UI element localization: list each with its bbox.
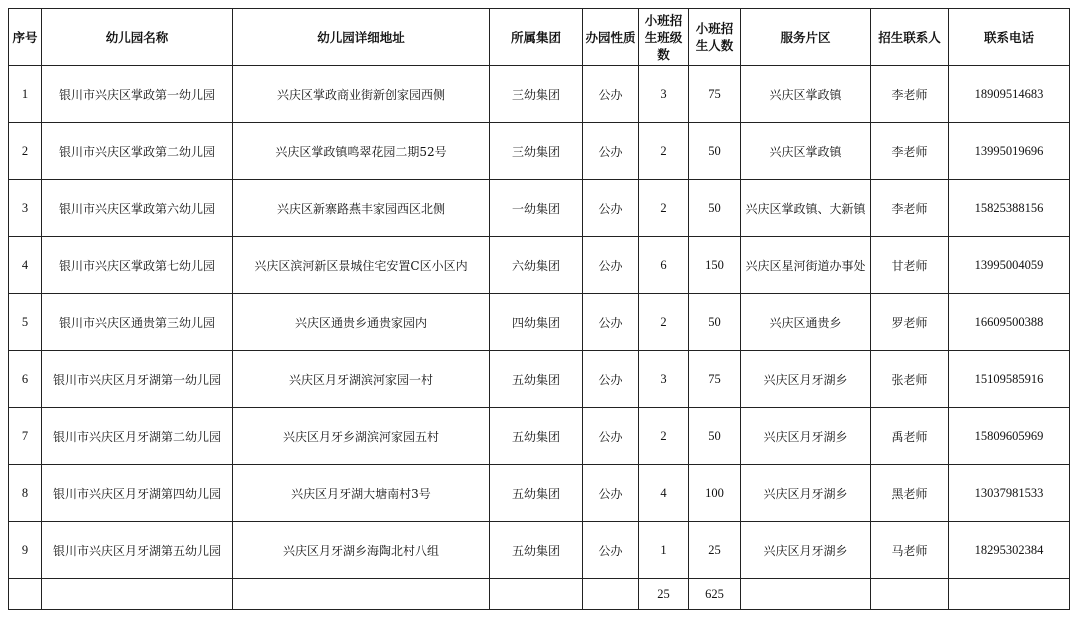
group-cell: 三幼集团 [490,123,583,180]
total-name-cell [42,579,233,610]
table-row [9,180,1070,237]
phone-cell: 18295302384 [949,522,1070,579]
table-row [9,66,1070,123]
service-area-cell: 兴庆区通贵乡 [741,294,871,351]
group-cell: 六幼集团 [490,237,583,294]
header-name: 幼儿园名称 [42,9,233,66]
nature-cell: 公办 [583,66,639,123]
seq-cell: 6 [9,351,42,408]
nature-cell: 公办 [583,237,639,294]
students-cell: 75 [689,351,741,408]
kindergarten-name-cell: 银川市兴庆区掌政第六幼儿园 [42,180,233,237]
nature-cell: 公办 [583,522,639,579]
phone-cell: 15825388156 [949,180,1070,237]
nature-cell: 公办 [583,408,639,465]
total-group-cell [490,579,583,610]
address-cell: 兴庆区通贵乡通贵家园内 [233,294,490,351]
students-cell: 100 [689,465,741,522]
seq-cell: 9 [9,522,42,579]
seq-cell: 3 [9,180,42,237]
service-area-cell: 兴庆区星河街道办事处 [741,237,871,294]
table-row [9,465,1070,522]
phone-cell: 16609500388 [949,294,1070,351]
total-row [9,579,1070,610]
table-row [9,294,1070,351]
header-nature: 办园性质 [583,9,639,66]
phone-cell: 13037981533 [949,465,1070,522]
classes-cell: 2 [639,294,689,351]
students-cell: 50 [689,180,741,237]
seq-cell: 2 [9,123,42,180]
contact-cell: 禹老师 [871,408,949,465]
header-seq: 序号 [9,9,42,66]
seq-cell: 4 [9,237,42,294]
service-area-cell: 兴庆区掌政镇 [741,123,871,180]
kindergarten-name-cell: 银川市兴庆区月牙湖第二幼儿园 [42,408,233,465]
group-cell: 五幼集团 [490,522,583,579]
kindergarten-name-cell: 银川市兴庆区月牙湖第五幼儿园 [42,522,233,579]
group-cell: 五幼集团 [490,408,583,465]
kindergarten-name-cell: 银川市兴庆区通贵第三幼儿园 [42,294,233,351]
table-row [9,408,1070,465]
kindergarten-name-cell: 银川市兴庆区掌政第二幼儿园 [42,123,233,180]
group-cell: 五幼集团 [490,465,583,522]
group-cell: 四幼集团 [490,294,583,351]
address-cell: 兴庆区掌政镇鸣翠花园二期52号 [233,123,490,180]
header-classes: 小班招生班级数 [639,9,689,66]
header-address: 幼儿园详细地址 [233,9,490,66]
address-cell: 兴庆区月牙乡湖滨河家园五村 [233,408,490,465]
table-row [9,123,1070,180]
service-area-cell: 兴庆区掌政镇 [741,66,871,123]
nature-cell: 公办 [583,294,639,351]
group-cell: 五幼集团 [490,351,583,408]
classes-cell: 3 [639,351,689,408]
total-phone-cell [949,579,1070,610]
contact-cell: 罗老师 [871,294,949,351]
service-area-cell: 兴庆区月牙湖乡 [741,408,871,465]
address-cell: 兴庆区月牙湖乡海陶北村八组 [233,522,490,579]
contact-cell: 黑老师 [871,465,949,522]
table-row [9,522,1070,579]
kindergarten-name-cell: 银川市兴庆区掌政第七幼儿园 [42,237,233,294]
classes-cell: 6 [639,237,689,294]
students-cell: 50 [689,294,741,351]
phone-cell: 15109585916 [949,351,1070,408]
header-group: 所属集团 [490,9,583,66]
kindergarten-name-cell: 银川市兴庆区月牙湖第一幼儿园 [42,351,233,408]
classes-cell: 2 [639,180,689,237]
total-students-cell: 625 [689,579,741,610]
group-cell: 三幼集团 [490,66,583,123]
students-cell: 50 [689,123,741,180]
table-row [9,237,1070,294]
seq-cell: 8 [9,465,42,522]
contact-cell: 马老师 [871,522,949,579]
seq-cell: 7 [9,408,42,465]
total-seq-cell [9,579,42,610]
students-cell: 25 [689,522,741,579]
address-cell: 兴庆区新寨路燕丰家园西区北侧 [233,180,490,237]
service-area-cell: 兴庆区月牙湖乡 [741,465,871,522]
classes-cell: 2 [639,408,689,465]
phone-cell: 18909514683 [949,66,1070,123]
kindergarten-name-cell: 银川市兴庆区掌政第一幼儿园 [42,66,233,123]
service-area-cell: 兴庆区掌政镇、大新镇 [741,180,871,237]
classes-cell: 3 [639,66,689,123]
kindergarten-name-cell: 银川市兴庆区月牙湖第四幼儿园 [42,465,233,522]
students-cell: 75 [689,66,741,123]
table-row [9,351,1070,408]
contact-cell: 李老师 [871,66,949,123]
service-area-cell: 兴庆区月牙湖乡 [741,351,871,408]
nature-cell: 公办 [583,465,639,522]
service-area-cell: 兴庆区月牙湖乡 [741,522,871,579]
seq-cell: 1 [9,66,42,123]
classes-cell: 4 [639,465,689,522]
header-row [9,9,1070,66]
students-cell: 150 [689,237,741,294]
phone-cell: 13995004059 [949,237,1070,294]
group-cell: 一幼集团 [490,180,583,237]
total-contact-cell [871,579,949,610]
total-nature-cell [583,579,639,610]
contact-cell: 甘老师 [871,237,949,294]
address-cell: 兴庆区月牙湖大塘南村3号 [233,465,490,522]
header-students: 小班招生人数 [689,9,741,66]
phone-cell: 15809605969 [949,408,1070,465]
seq-cell: 5 [9,294,42,351]
total-area-cell [741,579,871,610]
phone-cell: 13995019696 [949,123,1070,180]
address-cell: 兴庆区滨河新区景城住宅安置C区小区内 [233,237,490,294]
classes-cell: 2 [639,123,689,180]
nature-cell: 公办 [583,123,639,180]
address-cell: 兴庆区月牙湖滨河家园一村 [233,351,490,408]
header-area: 服务片区 [741,9,871,66]
students-cell: 50 [689,408,741,465]
nature-cell: 公办 [583,351,639,408]
total-address-cell [233,579,490,610]
header-phone: 联系电话 [949,9,1070,66]
nature-cell: 公办 [583,180,639,237]
kindergarten-enrollment-table [8,8,1070,610]
classes-cell: 1 [639,522,689,579]
contact-cell: 李老师 [871,123,949,180]
total-classes-cell: 25 [639,579,689,610]
contact-cell: 李老师 [871,180,949,237]
address-cell: 兴庆区掌政商业街新创家园西侧 [233,66,490,123]
contact-cell: 张老师 [871,351,949,408]
header-contact: 招生联系人 [871,9,949,66]
